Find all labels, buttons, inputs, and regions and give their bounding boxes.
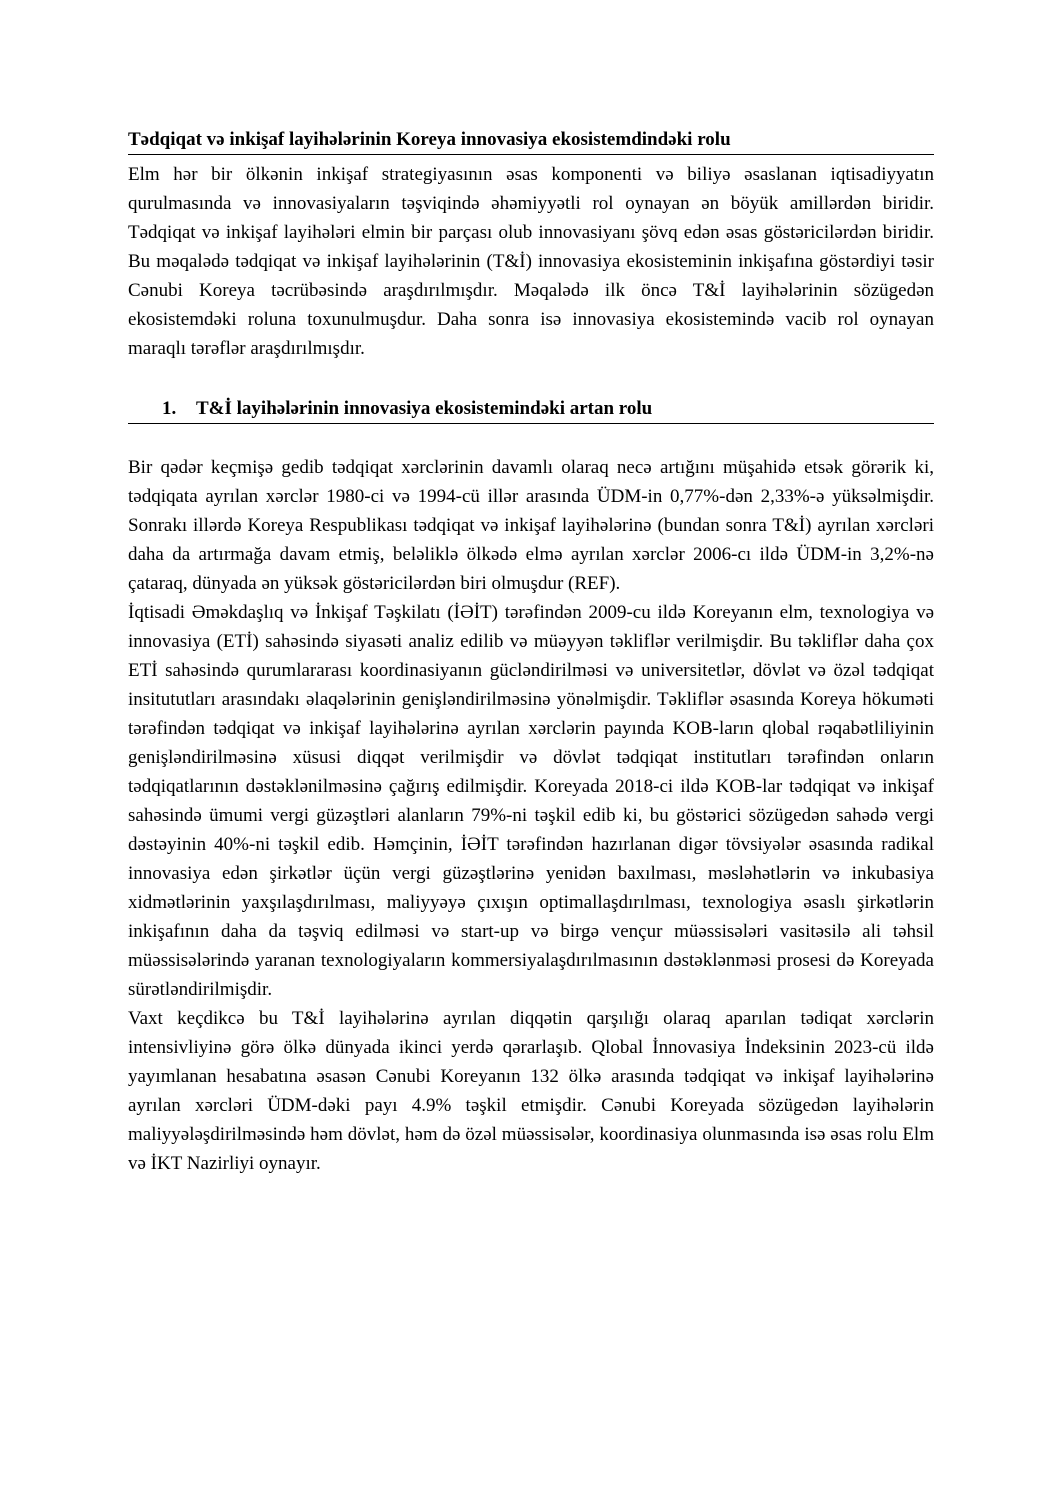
abstract-paragraph: Elm hər bir ölkənin inkişaf strategiyasının əsas komponenti və biliyə əsaslanan iqtisadiyyatın qurulmasında və innovasiyaların təşviqində əhəmiyyətli rol oynayan ən böyük amillərdən biridir. Tədqiqat və inkişaf layihələri elmin bir parçası olub innovasiyanı şövq edən əsas göstəricilərdən biridir. Bu məqalədə tədqiqat və inkişaf layihələrinin (T&İ) innovasiya ekosisteminin inkişafına göstərdiyi təsir Cənubi Koreya təcrübəsində araşdırılmışdır. Məqalədə ilk öncə T&İ layihələrinin sözügedən ekosistemdəki roluna toxunulmuşdur. Daha sonra isə innovasiya ekosistemində vacib rol oynayan maraqlı tərəflər araşdırılmışdır. <box>128 164 934 359</box>
section-body <box>128 453 934 1178</box>
section-number: 1. <box>162 398 177 419</box>
section-title: T&İ layihələrinin innovasiya ekosistemindəki artan rolu <box>196 398 653 419</box>
body-paragraph: İqtisadi Əməkdaşlıq və İnkişaf Təşkilatı (İƏİT) tərəfindən 2009-cu ildə Koreyanın elm, texnologiya və innovasiya (ETİ) sahəsində siyasəti analiz edilib və müəyyən təkliflər verilmişdir. Bu təkliflər daha çox ETİ sahəsində qurumlararası koordinasiyanın gücləndirilməsi və universitetlər, dövlət və özəl tədqiqat insitututları arasındakı əlaqələrinin genişləndirilməsinə yönəlmişdir. Təkliflər əsasında Koreya hökuməti tərəfindən tədqiqat və inkişaf layihələrinə ayrılan xərclərin payında KOB-ların qlobal rəqabətliliyinin genişləndirilməsinə xüsusi diqqət verilmişdir və dövlət tədqiqat institutları tərəfindən onların tədqiqatlarının dəstəklənilməsinə çağırış edilmişdir. Koreyada 2018-ci ildə KOB-lar tədqiqat və inkişaf sahəsində ümumi vergi güzəştləri alanların 79%-ni təşkil edib ki, bu göstərici sözügedən sahədə vergi dəstəyinin 40%-ni təşkil edib. Həmçinin, İƏİT tərəfindən hazırlanan digər tövsiyələr əsasında radikal innovasiya edən şirkətlər üçün vergi güzəştlərinə yenidən baxılması, məsləhətlərin və inkubasiya xidmətlərinin yaxşılaşdırılması, maliyyəyə çıxışın optimallaşdırılması, texnologiya əsaslı şirkətlərin inkişafının daha da təşviq edilməsi və start-up və birgə vençur müəssisələri vasitəsilə ali təhsil müəssisələrində yaranan texnologiyaların kommersiyalaşdırılmasının dəstəklənməsi prosesi də Koreyada sürətləndirilmişdir. <box>128 602 934 1000</box>
document-title: Tədqiqat və inkişaf layihələrinin Koreya innovasiya ekosistemdindəki rolu <box>128 126 934 155</box>
section-heading <box>128 395 934 424</box>
body-paragraph: Bir qədər keçmişə gedib tədqiqat xərclərinin davamlı olaraq necə artığını müşahidə etsək görərik ki, tədqiqata ayrılan xərclər 1980-ci və 1994-cü illər arasında ÜDM-in 0,77%-dən 2,33%-ə yüksəlmişdir. Sonrakı illərdə Koreya Respublikası tədqiqat və inkişaf layihələrinə (bundan sonra T&İ) ayrılan xərcləri daha da artırmağa davam etmiş, beləliklə ölkədə elmə ayrılan xərclər 2006-cı ildə ÜDM-in 3,2%-nə çataraq, dünyada ən yüksək göstəricilərdən biri olmuşdur (REF). <box>128 457 934 594</box>
body-paragraph: Vaxt keçdikcə bu T&İ layihələrinə ayrılan diqqətin qarşılığı olaraq aparılan tədiqat xərclərin intensivliyinə görə ölkə dünyada ikinci yerdə qərarlaşıb. Qlobal İnnovasiya İndeksinin 2023-cü ildə yayımlanan hesabatına əsasən Cənubi Koreyanın 132 ölkə arasında tədqiqat və inkişaf layihələrinə ayrılan xərcləri ÜDM-dəki payı 4.9% təşkil etmişdir. Cənubi Koreyada sözügedən layihələrin maliyyələşdirilməsində həm dövlət, həm də özəl müəssisələr, koordinasiya olunmasında isə əsas rolu Elm və İKT Nazirliyi oynayır. <box>128 1008 934 1174</box>
document-page <box>128 126 934 1178</box>
